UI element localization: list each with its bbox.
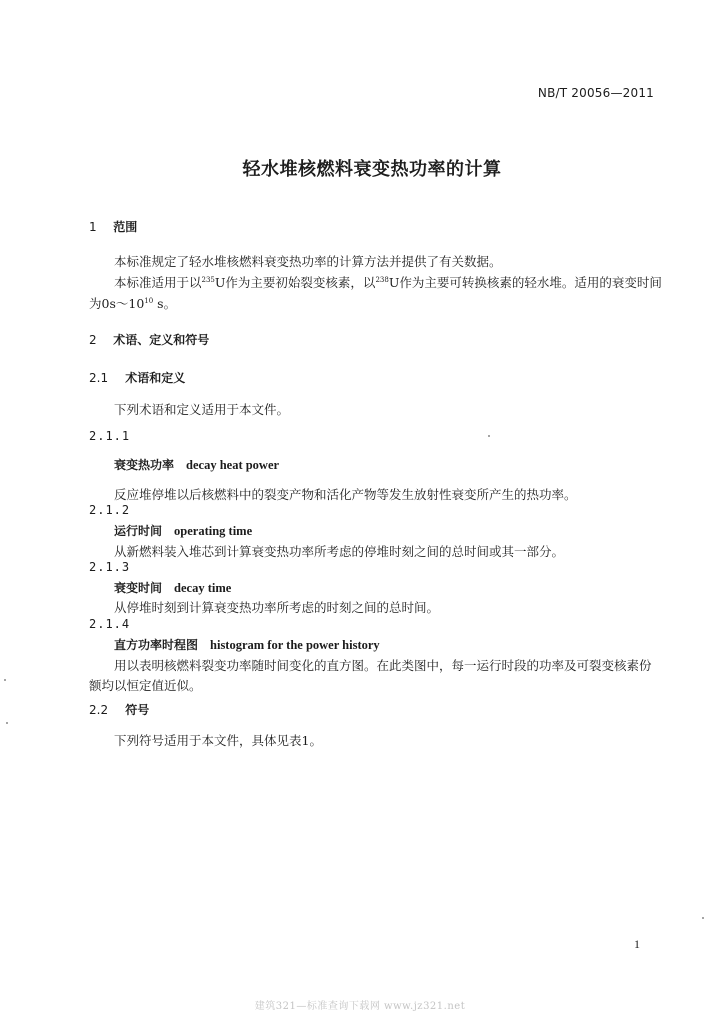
page-number: 1 [634, 937, 640, 951]
text-fragment: 为0s～10 [89, 296, 145, 311]
subsection-number: 2.1 [89, 371, 109, 385]
section-title: 术语、定义和符号 [113, 333, 210, 347]
term-en: operating time [174, 524, 253, 538]
standard-number: NB/T 20056—2011 [537, 86, 654, 100]
superscript: 238 [375, 276, 389, 284]
term-en: decay heat power [186, 458, 280, 472]
term-operating-time [114, 522, 252, 539]
clause-number: 2.1.1 [89, 429, 131, 443]
symbols-intro: 下列符号适用于本文件，具体见表1。 [114, 733, 322, 748]
subsection-title: 符号 [125, 703, 150, 717]
text-fragment: U作为主要初始裂变核素，以 [214, 275, 376, 290]
section-1-heading [89, 218, 137, 235]
term-definition: 从停堆时刻到计算衰变热功率所考虑的时刻之间的总时间。 [114, 600, 440, 615]
clause-number: 2.1.3 [89, 560, 131, 574]
text-fragment: U作为主要可转换核素的轻水堆。适用的衰变时间 [388, 275, 662, 290]
clause-number: 2.1.2 [89, 503, 131, 517]
term-definition-continued: 额均以恒定值近似。 [89, 678, 202, 693]
subsection-2-2-heading [89, 701, 149, 718]
subsection-2-1-heading [89, 369, 185, 386]
term-zh: 衰变热功率 [114, 458, 175, 472]
subsection-number: 2.2 [89, 703, 109, 717]
scan-speck [488, 435, 490, 437]
section-title: 范围 [113, 220, 138, 234]
scope-paragraph-2-line-1 [114, 273, 662, 291]
section-number: 2 [89, 333, 97, 347]
scope-paragraph-2-line-2 [89, 294, 176, 312]
term-power-histogram [114, 636, 380, 653]
clause-number: 2.1.4 [89, 617, 131, 631]
term-decay-time [114, 579, 231, 596]
subsection-title: 术语和定义 [125, 371, 186, 385]
term-zh: 运行时间 [114, 524, 163, 538]
term-en: decay time [174, 581, 232, 595]
terms-intro: 下列术语和定义适用于本文件。 [114, 402, 290, 417]
term-definition: 用以表明核燃料裂变功率随时间变化的直方图。在此类图中，每一运行时段的功率及可裂变核素份 [114, 658, 652, 673]
text-fragment: s。 [153, 296, 177, 311]
term-definition: 反应堆停堆以后核燃料中的裂变产物和活化产物等发生放射性衰变所产生的热功率。 [114, 487, 577, 502]
term-decay-heat-power [114, 456, 279, 473]
text-fragment: 本标准适用于以 [114, 275, 202, 290]
scan-speck [4, 679, 6, 681]
term-en: histogram for the power history [210, 638, 380, 652]
document-title: 轻水堆核燃料衰变热功率的计算 [242, 159, 502, 180]
scan-speck [702, 917, 704, 919]
section-2-heading [89, 331, 209, 348]
superscript: 235 [201, 276, 215, 284]
section-number: 1 [89, 220, 97, 234]
term-zh: 直方功率时程图 [114, 638, 199, 652]
term-zh: 衰变时间 [114, 581, 163, 595]
scan-speck [6, 722, 8, 724]
term-definition: 从新燃料装入堆芯到计算衰变热功率所考虑的停堆时刻之间的总时间或其一部分。 [114, 544, 565, 559]
scope-paragraph-1: 本标准规定了轻水堆核燃料衰变热功率的计算方法并提供了有关数据。 [114, 254, 502, 269]
footer-watermark: 建筑321—标准查询下载网 www.jz321.net [254, 1001, 466, 1012]
superscript: 10 [144, 297, 154, 305]
